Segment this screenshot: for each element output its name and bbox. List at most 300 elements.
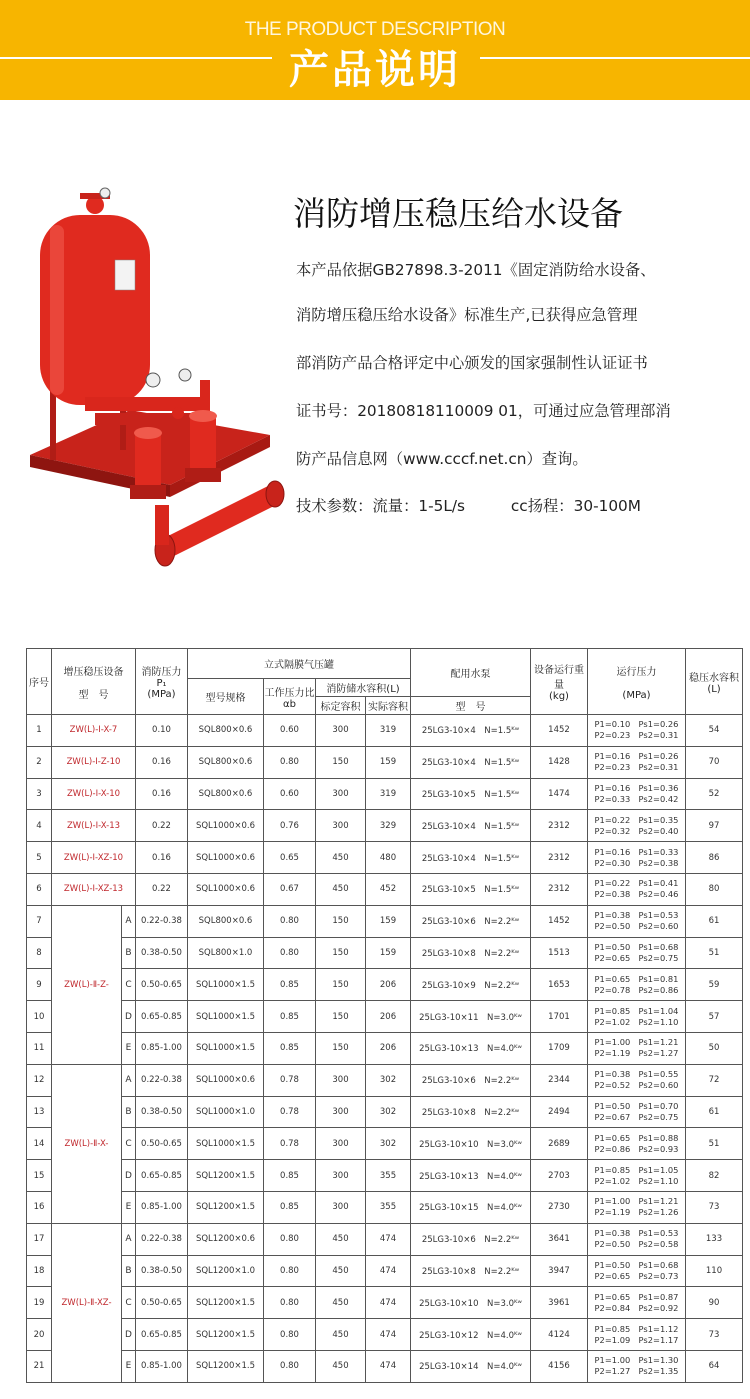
- pressure-line-2: P2=0.65 Ps2=0.73: [594, 1270, 679, 1281]
- pressure-line-1: P1=0.85 Ps1=1.05: [594, 1164, 679, 1175]
- pressure-line-2: P2=1.27 Ps2=1.35: [594, 1366, 679, 1377]
- stable-volume: 73: [686, 1319, 743, 1351]
- actual-volume: 319: [366, 715, 411, 747]
- specification-table: [26, 648, 743, 1383]
- pressure-line-2: P2=1.19 Ps2=1.26: [594, 1207, 679, 1218]
- operating-weight: 3641: [531, 1223, 588, 1255]
- row-number: 16: [27, 1191, 52, 1223]
- operating-pressure: [588, 1128, 686, 1160]
- table-row: [27, 1064, 743, 1096]
- equipment-model-group: ZW(L)-Ⅱ-Z-: [52, 905, 122, 1064]
- stable-volume: 82: [686, 1160, 743, 1192]
- header-weight: 设备运行重量 (kg): [531, 649, 588, 715]
- header-run-pressure: 运行压力 (MPa): [588, 649, 686, 715]
- nominal-volume: 300: [316, 1191, 366, 1223]
- row-number: 9: [27, 969, 52, 1001]
- header-work-ratio: 工作压力比 αb: [264, 679, 316, 715]
- operating-pressure: [588, 842, 686, 874]
- model-subtype: B: [122, 1255, 136, 1287]
- pump-model: 25LG3-10×6 N=2.2ᴷʷ: [411, 1064, 531, 1096]
- operating-weight: 2703: [531, 1160, 588, 1192]
- tank-model: SQL1000×0.6: [188, 842, 264, 874]
- fire-pressure: 0.16: [136, 746, 188, 778]
- row-number: 7: [27, 905, 52, 937]
- work-pressure-ratio: 0.80: [264, 1319, 316, 1351]
- model-subtype: E: [122, 1191, 136, 1223]
- operating-pressure: [588, 1255, 686, 1287]
- operating-weight: 2689: [531, 1128, 588, 1160]
- work-pressure-ratio: 0.85: [264, 969, 316, 1001]
- actual-volume: 206: [366, 969, 411, 1001]
- tank-model: SQL1000×0.6: [188, 873, 264, 905]
- work-pressure-ratio: 0.80: [264, 1350, 316, 1382]
- pressure-line-1: P1=0.85 Ps1=1.04: [594, 1005, 679, 1016]
- model-subtype: B: [122, 1096, 136, 1128]
- row-number: 13: [27, 1096, 52, 1128]
- operating-weight: 1653: [531, 969, 588, 1001]
- stable-volume: 97: [686, 810, 743, 842]
- pressure-line-2: P2=0.84 Ps2=0.92: [594, 1302, 679, 1313]
- operating-pressure: [588, 937, 686, 969]
- row-number: 20: [27, 1319, 52, 1351]
- fire-pressure: 0.65-0.85: [136, 1001, 188, 1033]
- model-subtype: D: [122, 1160, 136, 1192]
- header-fire-pressure: 消防压力 P₁ (MPa): [136, 649, 188, 715]
- table-row: [27, 810, 743, 842]
- pressure-line-2: P2=1.09 Ps2=1.17: [594, 1334, 679, 1345]
- pressure-line-2: P2=0.65 Ps2=0.75: [594, 952, 679, 963]
- model-subtype: E: [122, 1032, 136, 1064]
- nominal-volume: 300: [316, 810, 366, 842]
- pump-model: 25LG3-10×4 N=1.5ᴷʷ: [411, 746, 531, 778]
- nominal-volume: 450: [316, 1287, 366, 1319]
- fire-pressure: 0.22-0.38: [136, 1064, 188, 1096]
- row-number: 6: [27, 873, 52, 905]
- pump-model: 25LG3-10×12 N=4.0ᴷʷ: [411, 1319, 531, 1351]
- pressure-line-1: P1=0.16 Ps1=0.36: [594, 782, 679, 793]
- actual-volume: 302: [366, 1128, 411, 1160]
- table-row: [27, 873, 743, 905]
- pressure-line-2: P2=0.33 Ps2=0.42: [594, 793, 679, 804]
- pump-model: 25LG3-10×13 N=4.0ᴷʷ: [411, 1160, 531, 1192]
- actual-volume: 474: [366, 1319, 411, 1351]
- header-banner: [0, 0, 750, 100]
- pressure-line-2: P2=0.38 Ps2=0.46: [594, 889, 679, 900]
- table-row: [27, 1096, 743, 1128]
- operating-pressure: [588, 1160, 686, 1192]
- stable-volume: 64: [686, 1350, 743, 1382]
- stable-volume: 61: [686, 905, 743, 937]
- operating-weight: 2312: [531, 873, 588, 905]
- nominal-volume: 300: [316, 1096, 366, 1128]
- model-subtype: C: [122, 969, 136, 1001]
- operating-weight: 2494: [531, 1096, 588, 1128]
- operating-weight: 1513: [531, 937, 588, 969]
- pressure-line-2: P2=0.50 Ps2=0.58: [594, 1239, 679, 1250]
- nominal-volume: 300: [316, 1128, 366, 1160]
- nominal-volume: 300: [316, 1064, 366, 1096]
- tank-model: SQL800×0.6: [188, 715, 264, 747]
- actual-volume: 329: [366, 810, 411, 842]
- pump-model: 25LG3-10×8 N=2.2ᴷʷ: [411, 1255, 531, 1287]
- operating-weight: 1452: [531, 715, 588, 747]
- fire-pressure: 0.10: [136, 715, 188, 747]
- pump-model: 25LG3-10×15 N=4.0ᴷʷ: [411, 1191, 531, 1223]
- nominal-volume: 450: [316, 842, 366, 874]
- operating-pressure: [588, 715, 686, 747]
- tank-model: SQL1000×0.6: [188, 810, 264, 842]
- pressure-line-1: P1=0.65 Ps1=0.88: [594, 1132, 679, 1143]
- actual-volume: 319: [366, 778, 411, 810]
- tank-model: SQL1200×1.0: [188, 1255, 264, 1287]
- operating-pressure: [588, 969, 686, 1001]
- work-pressure-ratio: 0.76: [264, 810, 316, 842]
- table-row: [27, 1223, 743, 1255]
- actual-volume: 355: [366, 1160, 411, 1192]
- header-storage-volume: 消防储水容积(L): [316, 679, 411, 697]
- tank-model: SQL800×0.6: [188, 778, 264, 810]
- row-number: 4: [27, 810, 52, 842]
- operating-weight: 1452: [531, 905, 588, 937]
- equipment-model: ZW(L)-Ⅰ-X-10: [52, 778, 136, 810]
- model-subtype: C: [122, 1287, 136, 1319]
- pressure-line-1: P1=0.85 Ps1=1.12: [594, 1323, 679, 1334]
- description-line-5: 防产品信息网（www.cccf.net.cn）查询。: [296, 450, 588, 468]
- header-pump: 配用水泵: [411, 649, 531, 697]
- pressure-line-1: P1=0.16 Ps1=0.26: [594, 751, 679, 762]
- table-row: [27, 1255, 743, 1287]
- tank-model: SQL1200×1.5: [188, 1350, 264, 1382]
- fire-pressure: 0.22-0.38: [136, 1223, 188, 1255]
- tank-model: SQL1000×0.6: [188, 1064, 264, 1096]
- table-row: [27, 1160, 743, 1192]
- pressure-line-1: P1=0.10 Ps1=0.26: [594, 719, 679, 730]
- stable-volume: 133: [686, 1223, 743, 1255]
- actual-volume: 206: [366, 1032, 411, 1064]
- stable-volume: 80: [686, 873, 743, 905]
- product-image: [20, 185, 300, 595]
- work-pressure-ratio: 0.80: [264, 746, 316, 778]
- fire-pressure: 0.16: [136, 842, 188, 874]
- pressure-line-1: P1=0.22 Ps1=0.41: [594, 878, 679, 889]
- actual-volume: 355: [366, 1191, 411, 1223]
- table-row: [27, 1001, 743, 1033]
- fire-pressure: 0.85-1.00: [136, 1032, 188, 1064]
- work-pressure-ratio: 0.85: [264, 1001, 316, 1033]
- pressure-line-1: P1=1.00 Ps1=1.30: [594, 1355, 679, 1366]
- description-line-4: 证书号：20180818110009 01，可通过应急管理部消: [296, 402, 671, 420]
- operating-weight: 2312: [531, 810, 588, 842]
- work-pressure-ratio: 0.80: [264, 905, 316, 937]
- equipment-model-group: ZW(L)-Ⅱ-XZ-: [52, 1223, 122, 1382]
- stable-volume: 72: [686, 1064, 743, 1096]
- pump-model: 25LG3-10×6 N=2.2ᴷʷ: [411, 905, 531, 937]
- actual-volume: 474: [366, 1223, 411, 1255]
- pump-model: 25LG3-10×5 N=1.5ᴷʷ: [411, 873, 531, 905]
- stable-volume: 59: [686, 969, 743, 1001]
- work-pressure-ratio: 0.85: [264, 1191, 316, 1223]
- nominal-volume: 450: [316, 1223, 366, 1255]
- fire-pressure: 0.16: [136, 778, 188, 810]
- pump-model: 25LG3-10×14 N=4.0ᴷʷ: [411, 1350, 531, 1382]
- table-row: [27, 1350, 743, 1382]
- operating-pressure: [588, 1191, 686, 1223]
- actual-volume: 159: [366, 905, 411, 937]
- table-row: [27, 715, 743, 747]
- pressure-line-2: P2=0.32 Ps2=0.40: [594, 825, 679, 836]
- operating-pressure: [588, 778, 686, 810]
- operating-weight: 1428: [531, 746, 588, 778]
- equipment-model: ZW(L)-Ⅰ-X-7: [52, 715, 136, 747]
- operating-pressure: [588, 810, 686, 842]
- nominal-volume: 150: [316, 937, 366, 969]
- banner-chinese-title: 产品说明: [289, 47, 461, 93]
- row-number: 2: [27, 746, 52, 778]
- stable-volume: 61: [686, 1096, 743, 1128]
- stable-volume: 110: [686, 1255, 743, 1287]
- table-row: [27, 1319, 743, 1351]
- pressure-line-2: P2=0.67 Ps2=0.75: [594, 1111, 679, 1122]
- stable-volume: 86: [686, 842, 743, 874]
- description-line-2: 消防增压稳压给水设备》标准生产,已获得应急管理: [296, 306, 638, 324]
- operating-weight: 2344: [531, 1064, 588, 1096]
- row-number: 3: [27, 778, 52, 810]
- fire-pressure: 0.22: [136, 873, 188, 905]
- header-model: 增压稳压设备 型 号: [52, 649, 136, 715]
- fire-pressure: 0.65-0.85: [136, 1160, 188, 1192]
- table-row: [27, 778, 743, 810]
- pressure-line-2: P2=0.78 Ps2=0.86: [594, 984, 679, 995]
- operating-weight: 2312: [531, 842, 588, 874]
- pump-model: 25LG3-10×6 N=2.2ᴷʷ: [411, 1223, 531, 1255]
- stable-volume: 70: [686, 746, 743, 778]
- fire-pressure: 0.38-0.50: [136, 937, 188, 969]
- pressure-line-1: P1=0.38 Ps1=0.55: [594, 1069, 679, 1080]
- stable-volume: 51: [686, 937, 743, 969]
- row-number: 14: [27, 1128, 52, 1160]
- fire-pressure: 0.22: [136, 810, 188, 842]
- nominal-volume: 300: [316, 778, 366, 810]
- model-subtype: E: [122, 1350, 136, 1382]
- stable-volume: 90: [686, 1287, 743, 1319]
- work-pressure-ratio: 0.60: [264, 778, 316, 810]
- nominal-volume: 450: [316, 1255, 366, 1287]
- row-number: 21: [27, 1350, 52, 1382]
- work-pressure-ratio: 0.78: [264, 1096, 316, 1128]
- table-row: [27, 1287, 743, 1319]
- equipment-model: ZW(L)-Ⅰ-XZ-13: [52, 873, 136, 905]
- tank-model: SQL1200×1.5: [188, 1160, 264, 1192]
- nominal-volume: 150: [316, 746, 366, 778]
- pressure-line-2: P2=1.02 Ps2=1.10: [594, 1175, 679, 1186]
- pressure-line-1: P1=0.50 Ps1=0.70: [594, 1100, 679, 1111]
- pressure-line-1: P1=0.65 Ps1=0.81: [594, 973, 679, 984]
- actual-volume: 480: [366, 842, 411, 874]
- table-row: [27, 1032, 743, 1064]
- operating-pressure: [588, 1064, 686, 1096]
- tank-model: SQL1000×1.5: [188, 1001, 264, 1033]
- actual-volume: 206: [366, 1001, 411, 1033]
- pump-model: 25LG3-10×4 N=1.5ᴷʷ: [411, 715, 531, 747]
- equipment-model-group: ZW(L)-Ⅱ-X-: [52, 1064, 122, 1223]
- operating-pressure: [588, 1032, 686, 1064]
- model-subtype: A: [122, 1064, 136, 1096]
- actual-volume: 474: [366, 1350, 411, 1382]
- work-pressure-ratio: 0.67: [264, 873, 316, 905]
- table-row: [27, 1128, 743, 1160]
- row-number: 17: [27, 1223, 52, 1255]
- tank-model: SQL800×1.0: [188, 937, 264, 969]
- operating-weight: 2730: [531, 1191, 588, 1223]
- work-pressure-ratio: 0.65: [264, 842, 316, 874]
- nominal-volume: 150: [316, 905, 366, 937]
- stable-volume: 57: [686, 1001, 743, 1033]
- header-stable-volume: 稳压水容积 (L): [686, 649, 743, 715]
- pressure-line-2: P2=1.02 Ps2=1.10: [594, 1016, 679, 1027]
- table-row: [27, 746, 743, 778]
- nominal-volume: 150: [316, 1001, 366, 1033]
- product-title: 消防增压稳压给水设备: [293, 194, 623, 233]
- pump-model: 25LG3-10×13 N=4.0ᴷʷ: [411, 1032, 531, 1064]
- operating-pressure: [588, 873, 686, 905]
- table-row: [27, 842, 743, 874]
- operating-weight: 4124: [531, 1319, 588, 1351]
- operating-weight: 1709: [531, 1032, 588, 1064]
- pump-model: 25LG3-10×8 N=2.2ᴷʷ: [411, 1096, 531, 1128]
- tank-model: SQL1000×1.5: [188, 969, 264, 1001]
- pressure-line-1: P1=1.00 Ps1=1.21: [594, 1037, 679, 1048]
- fire-pressure: 0.85-1.00: [136, 1191, 188, 1223]
- operating-weight: 3947: [531, 1255, 588, 1287]
- tank-model: SQL1000×1.0: [188, 1096, 264, 1128]
- stable-volume: 51: [686, 1128, 743, 1160]
- pump-model: 25LG3-10×9 N=2.2ᴷʷ: [411, 969, 531, 1001]
- operating-pressure: [588, 746, 686, 778]
- row-number: 5: [27, 842, 52, 874]
- header-actual-volume: 实际容积: [366, 697, 411, 715]
- fire-pressure: 0.50-0.65: [136, 969, 188, 1001]
- actual-volume: 302: [366, 1064, 411, 1096]
- model-subtype: A: [122, 905, 136, 937]
- operating-pressure: [588, 1350, 686, 1382]
- pressure-line-1: P1=0.38 Ps1=0.53: [594, 1228, 679, 1239]
- table-row: [27, 905, 743, 937]
- fire-pressure: 0.85-1.00: [136, 1350, 188, 1382]
- header-pump-model: 型 号: [411, 697, 531, 715]
- pressure-line-1: P1=0.16 Ps1=0.33: [594, 846, 679, 857]
- work-pressure-ratio: 0.80: [264, 937, 316, 969]
- pressure-line-2: P2=0.52 Ps2=0.60: [594, 1080, 679, 1091]
- pump-model: 25LG3-10×10 N=3.0ᴷʷ: [411, 1128, 531, 1160]
- model-subtype: C: [122, 1128, 136, 1160]
- nominal-volume: 150: [316, 1032, 366, 1064]
- pump-model: 25LG3-10×11 N=3.0ᴷʷ: [411, 1001, 531, 1033]
- row-number: 19: [27, 1287, 52, 1319]
- operating-weight: 1701: [531, 1001, 588, 1033]
- actual-volume: 474: [366, 1255, 411, 1287]
- equipment-model: ZW(L)-Ⅰ-X-13: [52, 810, 136, 842]
- tank-model: SQL800×0.6: [188, 905, 264, 937]
- operating-pressure: [588, 1096, 686, 1128]
- row-number: 11: [27, 1032, 52, 1064]
- specification-table-body: [27, 715, 743, 1383]
- equipment-model: ZW(L)-Ⅰ-Z-10: [52, 746, 136, 778]
- work-pressure-ratio: 0.85: [264, 1160, 316, 1192]
- pump-model: 25LG3-10×10 N=3.0ᴷʷ: [411, 1287, 531, 1319]
- operating-weight: 4156: [531, 1350, 588, 1382]
- tank-model: SQL1000×1.5: [188, 1128, 264, 1160]
- header-no: 序号: [27, 649, 52, 715]
- header-tank-model: 型号规格: [188, 679, 264, 715]
- row-number: 1: [27, 715, 52, 747]
- operating-pressure: [588, 1001, 686, 1033]
- nominal-volume: 450: [316, 1350, 366, 1382]
- table-row: [27, 937, 743, 969]
- stable-volume: 73: [686, 1191, 743, 1223]
- actual-volume: 302: [366, 1096, 411, 1128]
- fire-pressure: 0.22-0.38: [136, 905, 188, 937]
- row-number: 10: [27, 1001, 52, 1033]
- pressure-line-2: P2=0.23 Ps2=0.31: [594, 730, 679, 741]
- tank-model: SQL1200×1.5: [188, 1287, 264, 1319]
- nominal-volume: 300: [316, 1160, 366, 1192]
- stable-volume: 54: [686, 715, 743, 747]
- stable-volume: 52: [686, 778, 743, 810]
- actual-volume: 159: [366, 746, 411, 778]
- tank-model: SQL1200×0.6: [188, 1223, 264, 1255]
- nominal-volume: 450: [316, 1319, 366, 1351]
- actual-volume: 452: [366, 873, 411, 905]
- operating-weight: 1474: [531, 778, 588, 810]
- work-pressure-ratio: 0.80: [264, 1255, 316, 1287]
- equipment-model: ZW(L)-Ⅰ-XZ-10: [52, 842, 136, 874]
- fire-pressure: 0.65-0.85: [136, 1319, 188, 1351]
- pump-model: 25LG3-10×8 N=2.2ᴷʷ: [411, 937, 531, 969]
- header-nominal-volume: 标定容积: [316, 697, 366, 715]
- banner-english-title: THE PRODUCT DESCRIPTION: [244, 19, 506, 40]
- tank-model: SQL1000×1.5: [188, 1032, 264, 1064]
- work-pressure-ratio: 0.78: [264, 1064, 316, 1096]
- row-number: 8: [27, 937, 52, 969]
- nominal-volume: 300: [316, 715, 366, 747]
- actual-volume: 474: [366, 1287, 411, 1319]
- nominal-volume: 150: [316, 969, 366, 1001]
- pressure-line-1: P1=0.50 Ps1=0.68: [594, 941, 679, 952]
- fire-pressure: 0.38-0.50: [136, 1255, 188, 1287]
- pressure-line-2: P2=0.86 Ps2=0.93: [594, 1143, 679, 1154]
- operating-pressure: [588, 1287, 686, 1319]
- pump-model: 25LG3-10×4 N=1.5ᴷʷ: [411, 842, 531, 874]
- work-pressure-ratio: 0.60: [264, 715, 316, 747]
- fire-pressure: 0.38-0.50: [136, 1096, 188, 1128]
- model-subtype: A: [122, 1223, 136, 1255]
- work-pressure-ratio: 0.85: [264, 1032, 316, 1064]
- model-subtype: D: [122, 1319, 136, 1351]
- fire-pressure: 0.50-0.65: [136, 1128, 188, 1160]
- work-pressure-ratio: 0.80: [264, 1287, 316, 1319]
- pressure-line-1: P1=1.00 Ps1=1.21: [594, 1196, 679, 1207]
- model-subtype: B: [122, 937, 136, 969]
- nominal-volume: 450: [316, 873, 366, 905]
- operating-pressure: [588, 1319, 686, 1351]
- pressure-line-1: P1=0.50 Ps1=0.68: [594, 1259, 679, 1270]
- work-pressure-ratio: 0.80: [264, 1223, 316, 1255]
- row-number: 12: [27, 1064, 52, 1096]
- stable-volume: 50: [686, 1032, 743, 1064]
- actual-volume: 159: [366, 937, 411, 969]
- pump-model: 25LG3-10×5 N=1.5ᴷʷ: [411, 778, 531, 810]
- model-subtype: D: [122, 1001, 136, 1033]
